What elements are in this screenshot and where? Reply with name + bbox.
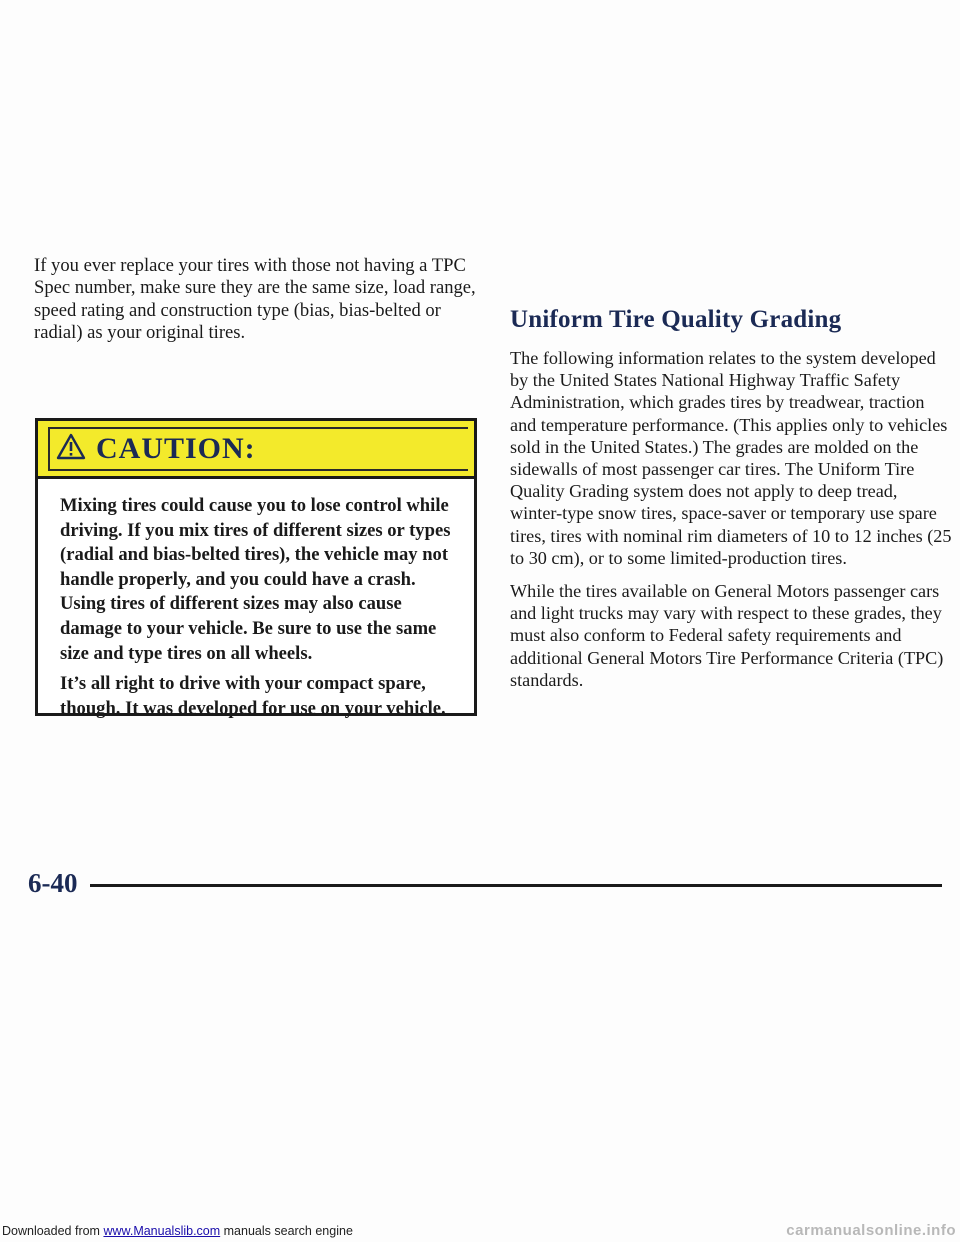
body-paragraph: The following information relates to the system developed by the United States National Highway Traffic Safety Administration, which grades tires by treadwear, traction and temperature performance. (This applies only to vehicles sold in the United States.) The grades are molded on the sidewalls of most passenger car tires. The Uniform Tire Quality Grading system does not apply to deep tread, winter-type snow tires, space-saver or temporary use spare tires, tires with nominal rim diameters of 10 to 12 inches (25 to 30 cm), or to some limited-production tires. (510, 348, 952, 568)
intro-paragraph: If you ever replace your tires with those not having a TPC Spec number, make sure they are the same size, load range, speed rating and construction type (bias, bias-belted or radial) as your original tires. (34, 255, 476, 344)
caution-body (38, 479, 474, 721)
caution-paragraph: Mixing tires could cause you to lose control while driving. If you mix tires of different sizes or types (radial and bias-belted tires), the vehicle may not handle properly, and you could have a crash. Using tires of different sizes may also cause damage to your vehicle. Be sure to use the same size and type tires on all wheels. (60, 495, 451, 664)
download-watermark (0, 1222, 960, 1242)
section-heading: Uniform Tire Quality Grading (510, 306, 842, 333)
manualslib-link[interactable]: www.Manualslib.com (103, 1224, 221, 1238)
watermark-suffix: manuals search engine (220, 1224, 353, 1238)
caution-header-frame (48, 427, 468, 471)
caution-header (38, 421, 474, 479)
page-number: 6-40 (28, 868, 78, 898)
caution-paragraph: It’s all right to drive with your compact spare, though. It was developed for use on your vehicle. (60, 673, 446, 719)
watermark-text (2, 1224, 353, 1238)
watermark-site: carmanualsonline.info (786, 1222, 956, 1239)
footer-rule (90, 884, 942, 887)
caution-title: CAUTION: (96, 431, 256, 465)
right-column (510, 347, 952, 702)
body-paragraph: While the tires available on General Motors passenger cars and light trucks may vary with respect to these grades, they must also conform to Federal safety requirements and additional General Motors Tire Performance Criteria (TPC) standards. (510, 581, 944, 690)
watermark-prefix: Downloaded from (2, 1224, 104, 1238)
warning-triangle-icon (56, 433, 86, 465)
left-column (34, 255, 480, 356)
caution-box (35, 418, 477, 719)
